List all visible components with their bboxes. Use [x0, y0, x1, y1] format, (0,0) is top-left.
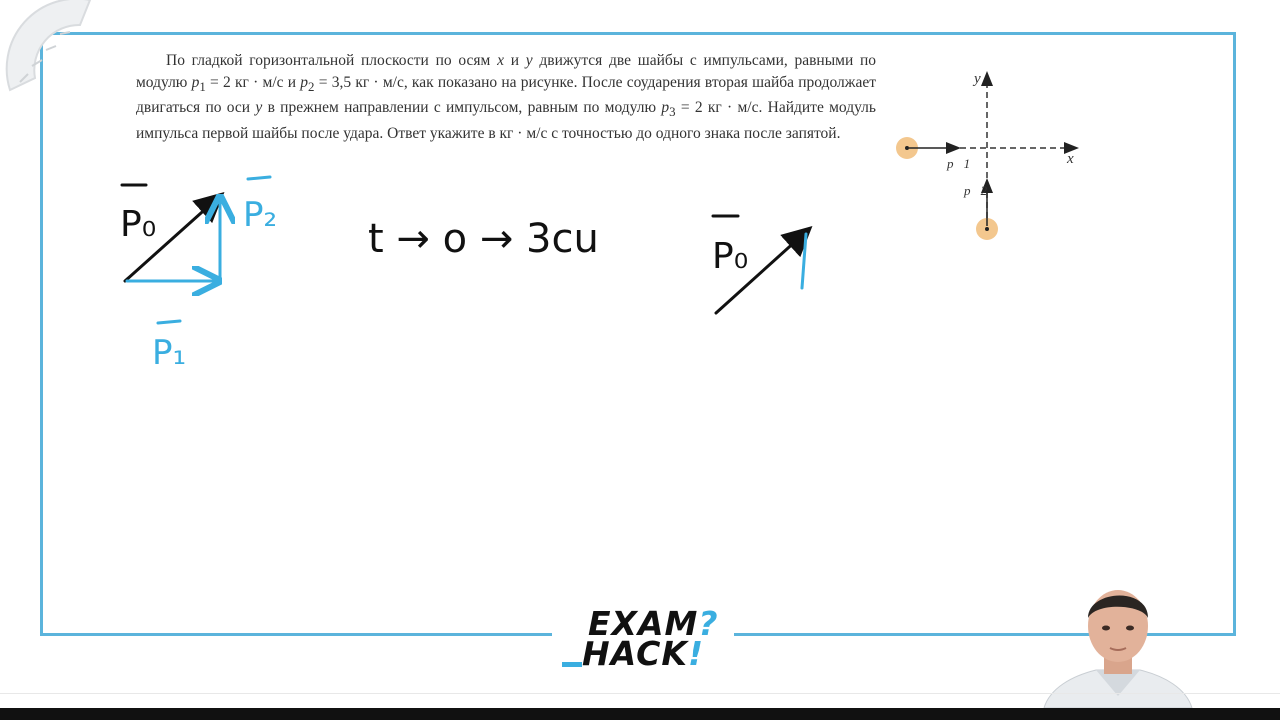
right-vector-sketch	[712, 216, 808, 313]
y-axis-label: y	[974, 71, 981, 87]
left-p2-label: P₂	[243, 195, 278, 235]
p1-label: p⃗1	[947, 156, 971, 171]
logo-underscore	[562, 662, 582, 667]
bottom-bar	[0, 708, 1280, 720]
separator-line	[0, 693, 1280, 694]
handwritten-equation: t → o → 3cu	[368, 216, 599, 262]
left-p1-label: P₁	[152, 333, 187, 373]
presenter-webcam	[1036, 578, 1200, 708]
left-p0-label: P₀	[120, 204, 157, 245]
p2-label: p⃗2	[964, 183, 988, 198]
left-vector-sketch	[120, 177, 277, 373]
examhack-logo: EXAM? HACK!	[562, 602, 732, 672]
problem-figure	[896, 71, 1076, 240]
problem-text: По гладкой горизонтальной плоскости по осям x и y движутся две шайбы с импульсами, равными по модулю $p_1 = 2$ кг · м/с и $p_2 = 3,5$ кг · м/с, как показано на рисунке. После соударения вторая шайба продолжает двигаться по оси y в прежнем направлении с импульсом, равным по модулю $p_3 = 2$ кг · м/с. Найдите модуль импульса первой шайбы после удара. Ответ укажите в кг · м/с с точностью до одного знака после запятой.	[136, 52, 877, 142]
right-p0-label: P₀	[712, 236, 749, 277]
x-axis-label: x	[1067, 151, 1074, 167]
